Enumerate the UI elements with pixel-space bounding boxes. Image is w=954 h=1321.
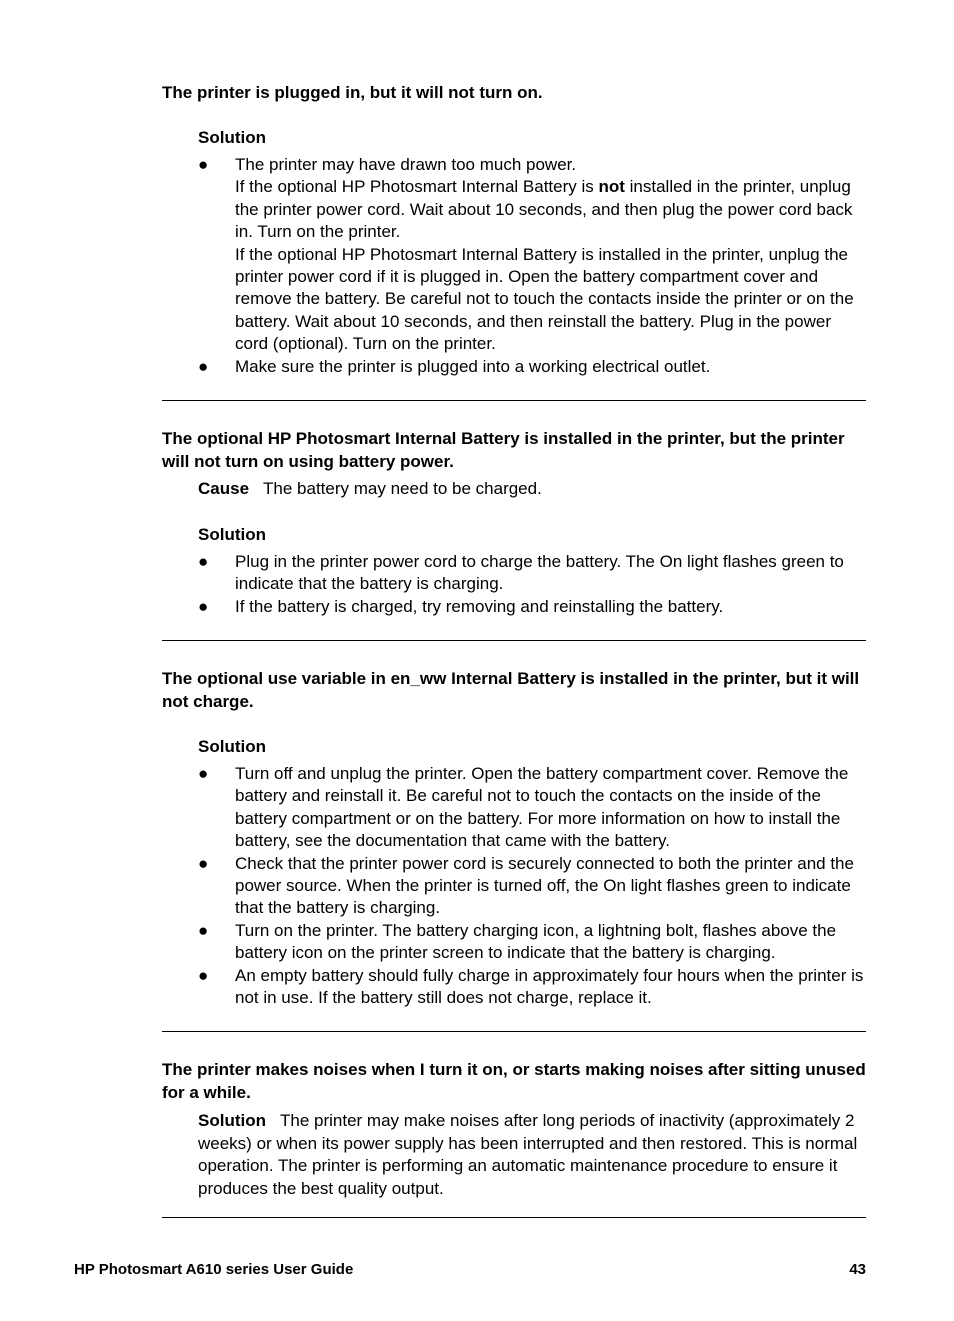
solution-label: Solution <box>198 1111 266 1130</box>
bullet-icon: ● <box>198 155 209 174</box>
bullet-icon: ● <box>198 965 209 985</box>
list-item <box>198 356 866 378</box>
solution-label: Solution <box>198 128 266 147</box>
bullet-icon: ● <box>198 920 209 940</box>
bullet-text: Check that the printer power cord is securely connected to both the printer and the power source. When the printer is turned off, the On light flashes green to indicate that the battery is charging. <box>235 853 854 918</box>
bullet-icon: ● <box>198 356 209 376</box>
section-divider <box>162 640 866 641</box>
section-divider <box>162 1217 866 1218</box>
bullet-icon: ● <box>198 853 209 873</box>
section-divider <box>162 400 866 401</box>
bullet-text: An empty battery should fully charge in approximately four hours when the printer is not in use. If the battery still does not charge, replace it. <box>235 965 864 1008</box>
bullet-icon: ● <box>198 596 209 616</box>
bullet-text: If the optional HP Photosmart Internal Battery is not installed in the printer, unplug the printer power cord. Wait about 10 seconds, and then plug the power cord back in. Turn on the printer. <box>235 177 853 242</box>
list-item <box>198 154 866 356</box>
list-item <box>198 965 866 1010</box>
bullet-text: If the battery is charged, try removing and reinstalling the battery. <box>235 596 724 616</box>
cause-paragraph <box>198 478 866 501</box>
page-number: 43 <box>849 1261 866 1278</box>
bullet-text: Turn on the printer. The battery charging icon, a lightning bolt, flashes above the battery icon on the printer screen to indicate that the battery is charging. <box>235 920 837 963</box>
section-heading: The optional HP Photosmart Internal Battery is installed in the printer, but the printer will not turn on using battery power. <box>162 429 845 471</box>
cause-text: The battery may need to be charged. <box>263 479 542 498</box>
solution-list <box>198 154 866 378</box>
list-item <box>198 596 866 618</box>
bullet-icon: ● <box>198 552 209 571</box>
bullet-text: Make sure the printer is plugged into a working electrical outlet. <box>235 356 711 376</box>
solution-list <box>198 551 866 618</box>
cause-label: Cause <box>198 479 250 498</box>
solution-text: The printer may make noises after long periods of inactivity (approximately 2 weeks) or when its power supply has been interrupted and then restored. This is normal operation. The printer is performing an automatic maintenance procedure to ensure it produces the best quality output. <box>198 1111 858 1198</box>
section-heading: The optional use variable in en_ww Internal Battery is installed in the printer, but it will not charge. <box>162 669 860 711</box>
bullet-icon: ● <box>198 764 209 783</box>
solution-label: Solution <box>198 525 266 544</box>
solution-paragraph <box>198 1110 866 1200</box>
list-item <box>198 763 866 853</box>
footer-title: HP Photosmart A610 series User Guide <box>74 1261 354 1278</box>
emphasis-not: not <box>598 177 625 197</box>
bullet-text: The printer may have drawn too much power. <box>235 155 577 174</box>
bullet-text: Plug in the printer power cord to charge the battery. The On light flashes green to indicate that the battery is charging. <box>235 552 844 594</box>
solution-list <box>198 763 866 1009</box>
section-heading: The printer is plugged in, but it will not turn on. <box>162 83 543 102</box>
solution-label: Solution <box>198 737 266 756</box>
list-item <box>198 551 866 596</box>
bullet-text: Turn off and unplug the printer. Open the battery compartment cover. Remove the battery and reinstall it. Be careful not to touch the contacts on the inside of the battery compartment or on the battery. For more information on how to install the battery, see the documentation that came with the battery. <box>235 764 849 851</box>
list-item <box>198 920 866 965</box>
bullet-text: If the optional HP Photosmart Internal Battery is installed in the printer, unplug the printer power cord if it is plugged in. Open the battery compartment cover and remove the battery. Be careful not to touch the contacts inside the printer or on the battery. Wait about 10 seconds, and then reinstall the battery. Plug in the power cord (optional). Turn on the printer. <box>235 244 854 354</box>
section-heading: The printer makes noises when I turn it on, or starts making noises after sitting unused for a while. <box>162 1060 866 1102</box>
section-divider <box>162 1031 866 1032</box>
list-item <box>198 853 866 920</box>
